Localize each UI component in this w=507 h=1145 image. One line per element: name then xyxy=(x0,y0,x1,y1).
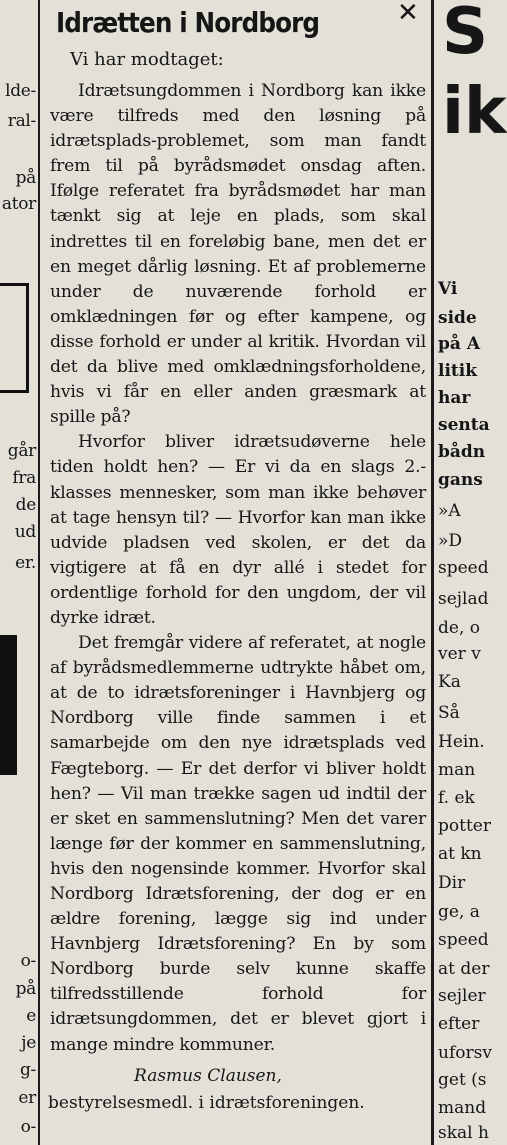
right-fragment-line: f. ek xyxy=(438,788,475,808)
left-fragment-line: går xyxy=(7,441,36,461)
right-fragment-line: speed xyxy=(438,930,489,950)
left-fragment-line: ator xyxy=(1,194,36,214)
left-fragment-line: fra xyxy=(12,468,36,488)
left-fragment-line: på xyxy=(15,168,36,188)
article-lead: Vi har modtaget: xyxy=(70,49,224,70)
right-fragment-line: speed xyxy=(438,558,489,578)
right-fragment-line: mand xyxy=(438,1098,487,1118)
article-paragraph: Idrætsungdommen i Nordborg kan ikke være tilfreds med den løsning på idrætsplads-problemet, som man fandt frem til på byrådsmødet onsdag aften. Ifølge referatet fra byrådsmødet har man tænkt sig at leje en plads, som skal indrettes til en foreløbig bane, men det er en meget dårlig løsning. Et af problemerne under de nuværende forhold er omklædningen før og efter kampene, og disse forhold er under al kritik. Hvordan vil det da blive med omklædningsforholdene, hvis vi får en eller anden græsmark at spille på? xyxy=(50,81,426,428)
left-fragment-line: g- xyxy=(19,1060,36,1080)
left-fragment-line: o- xyxy=(20,951,36,971)
left-fragment-line: de xyxy=(15,495,36,515)
left-box-frame xyxy=(0,283,29,393)
right-fragment-bold-line: på A xyxy=(438,334,481,354)
right-fragment-bold-line: side xyxy=(438,308,477,328)
left-fragment-line: e xyxy=(26,1006,36,1026)
left-column-fragment xyxy=(0,0,38,1145)
left-fragment-line: ral- xyxy=(7,111,36,131)
right-fragment-line: Ka xyxy=(438,672,461,692)
right-fragment-line: ge, a xyxy=(438,902,480,922)
right-fragment-line: Så xyxy=(438,703,460,723)
right-fragment-bold-line: Vi xyxy=(438,279,458,299)
right-fragment-line: man xyxy=(438,760,476,780)
right-fragment-line: at kn xyxy=(438,844,482,864)
cross-mark-icon: ✕ xyxy=(397,0,419,28)
right-fragment-line: uforsv xyxy=(438,1043,492,1063)
article-paragraph: Hvorfor bliver idrætsudøverne hele tiden holdt hen? — Er vi da en slags 2.-klasses mennesker, som man ikke behøver at tage hensyn til? — Hvorfor kan man ikke udvide pladsen ved skolen, er det da vigtigere at få en dyr allé i stedet for ordentlige forhold for den ungdom, der vil dyrke idræt. xyxy=(50,432,426,628)
right-fragment-line: Hein. xyxy=(438,732,485,752)
left-fragment-line: på xyxy=(15,979,36,999)
article-paragraph: Det fremgår videre af referatet, at nogle af byrådsmedlemmerne udtrykte håbet om, at de to idrætsforeninger i Havnbjerg og Nordborg ville finde sammen i et samarbejde om den nye idrætsplads ved Fægteborg. — Er det derfor vi bliver holdt hen? — Vil man trække sagen ud indtil der er sket en sammenslutning? Men det varer længe før der kommer en sammenslutning, hvis den nogensinde kommer. Hvorfor skal Nordborg Idrætsforening, der dog er en ældre forening, lægge sig ind under Havnbjerg Idrætsforening? En by som Nordborg burde selv kunne skaffe tilfredsstillende forhold for idrætsungdommen, det er blevet gjort i mange mindre kommuner. xyxy=(50,633,426,1055)
right-headline-line: S xyxy=(442,0,489,69)
right-fragment-bold-line: litik xyxy=(438,361,478,381)
left-fragment-line: je xyxy=(21,1033,36,1053)
right-fragment-line: »D xyxy=(438,531,463,551)
left-black-block xyxy=(0,635,17,775)
right-fragment-line: skal h xyxy=(438,1123,489,1143)
right-fragment-line: sejler xyxy=(438,986,486,1006)
article-signature-title: bestyrelsesmedl. i idrætsforeningen. xyxy=(48,1093,365,1113)
left-fragment-line: er xyxy=(18,1088,36,1108)
right-fragment-bold-line: bådn xyxy=(438,442,486,462)
right-fragment-bold-line: har xyxy=(438,388,471,408)
right-fragment-bold-line: senta xyxy=(438,415,490,435)
right-fragment-line: get (s xyxy=(438,1070,487,1090)
right-fragment-line: sejlad xyxy=(438,589,489,609)
left-column-rule xyxy=(38,0,40,1145)
right-fragment-line: efter xyxy=(438,1014,480,1034)
right-headline-line: ik xyxy=(442,75,507,149)
right-column-fragment xyxy=(434,0,507,1145)
right-fragment-line: Dir xyxy=(438,873,466,893)
article-body xyxy=(50,79,426,1058)
left-fragment-line: o- xyxy=(20,1117,36,1137)
right-fragment-line: de, o xyxy=(438,618,480,638)
right-fragment-bold-line: gans xyxy=(438,470,483,490)
right-fragment-line: at der xyxy=(438,959,490,979)
right-fragment-line: »A xyxy=(438,501,461,521)
article-headline: Idrætten i Nordborg xyxy=(56,6,320,39)
left-fragment-line: er. xyxy=(15,553,36,573)
right-fragment-line: potter xyxy=(438,816,491,836)
left-fragment-line: ud xyxy=(14,522,36,542)
left-fragment-line: lde- xyxy=(5,81,36,101)
right-fragment-line: ver v xyxy=(438,644,481,664)
article-signature: Rasmus Clausen, xyxy=(134,1066,282,1086)
